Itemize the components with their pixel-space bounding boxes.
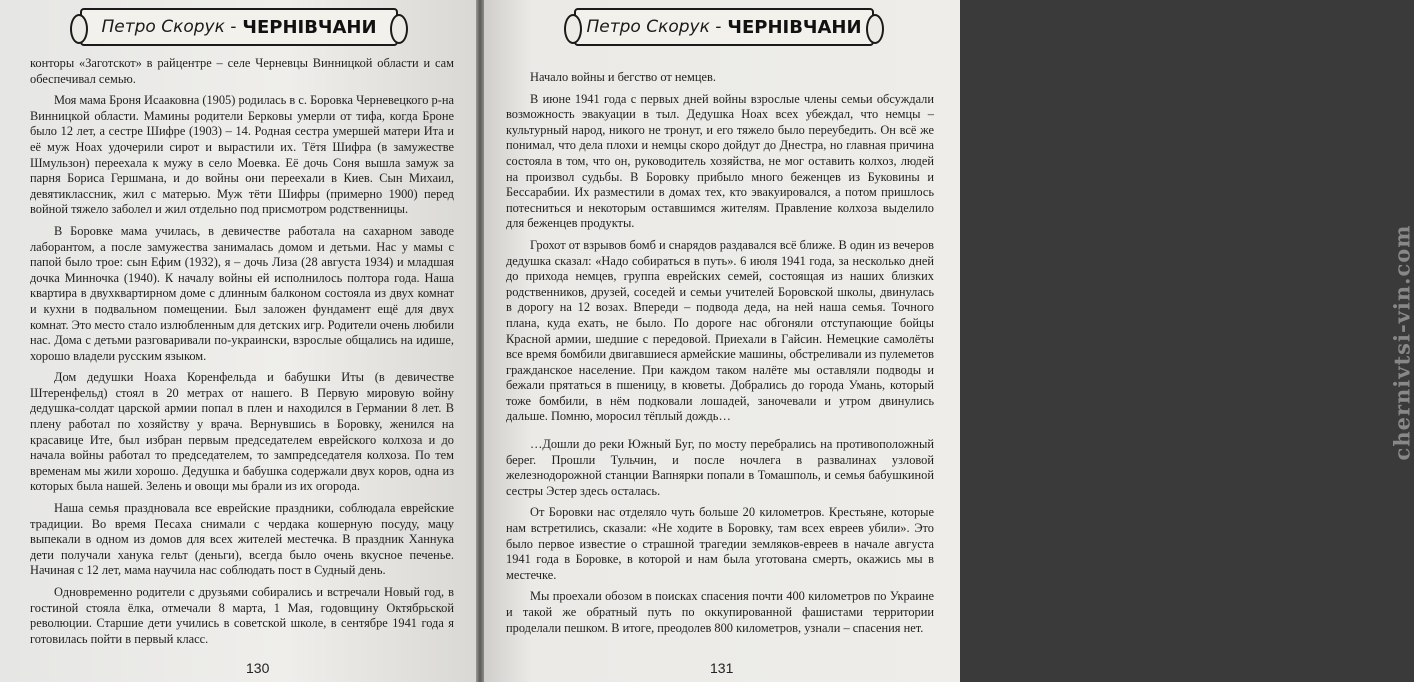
header-title: ЧЕРНІВЧАНИ xyxy=(727,16,862,38)
page-text xyxy=(30,56,454,653)
page-header-banner xyxy=(80,8,398,46)
paragraph: Наша семья праздновала все еврейские праздники, соблюдала еврейские традиции. Во время Песаха снимали с чердака кошерную посуду, мацу выпекали в одном из домов для всех жителей местечка. В праздник Ханнука дети получали ханука гельт (деньги), всегда было очень вкусное печенье. Начиная с 12 лет, мама научила нас соблюдать пост в Судный день. xyxy=(30,501,454,578)
book-spine xyxy=(476,0,484,682)
header-author: Петро Скорук - xyxy=(586,17,722,37)
header-author: Петро Скорук - xyxy=(101,17,237,37)
header-title: ЧЕРНІВЧАНИ xyxy=(242,16,377,38)
page-header-banner xyxy=(574,8,874,46)
paragraph: Грохот от взрывов бомб и снарядов раздавался всё ближе. В один из вечеров дедушка сказал: «Надо собираться в путь». 6 июля 1941 года, за несколько дней до прихода немцев, группа еврейских семей, состоящая из наших близких родственников, друзей, соседей и семьи учителей Боровской школы, двинулась в дорогу на 12 возах. Впереди – подвода деда, на ней наша семья. Точного плана, куда ехать, не было. По дороге нас обгоняли отступающие бойцы Красной армии, шедшие с передовой. Приехали в Гайсин. Немецкие самолёты все время бомбили двигавшиеся армейские машины, обстреливали из пулеметов гражданское население. При каждом таком налёте мы оставляли подводы и бежали прятаться в пшеницу, в кюветы. Добрались до города Умань, который тоже бомбили, в нём подковали лошадей, заночевали и утром двинулись дальше. Помню, моросил тёплый дождь… xyxy=(506,237,934,424)
paragraph: конторы «Заготскот» в райцентре – селе Черневцы Винницкой области и сам обеспечивал семью. xyxy=(30,56,454,86)
paragraph: От Боровки нас отделяло чуть больше 20 километров. Крестьяне, которые нам встретились, сказали: «Не ходите в Боровку, там всех евреев убили». Это было первое известие о страшной трагедии земляков-евреев в начале августа 1941 года в Боровке, в которой и нам была уготована смерть, окажись мы в местечке. xyxy=(506,505,934,582)
paragraph: В Боровке мама училась, в девичестве работала на сахарном заводе лаборантом, а после замужества занималась домом и детьми. Нас у мамы с папой было трое: сын Ефим (1932), я – дочь Лиза (28 августа 1934) и младшая дочка Минночка (1940). К началу войны ей исполнилось полтора года. Наша квартира в двухквартирном доме с длинным балконом состояла из двух комнат и кухни в подвальном помещении. Был заложен фундамент ещё для двух комнат. Это место стало излюбленным для детских игр. Родители очень любили нас. Дома с детьми разговаривали по-украински, взрослые общались на идише, хорошо владели русским языком. xyxy=(30,223,454,363)
left-page xyxy=(0,0,476,682)
paragraph: Моя мама Броня Исааковна (1905) родилась в с. Боровка Черневецкого р-на Винницкой области. Мамины родители Берковы умерли от тифа, когда Броне было 12 лет, а сестре Шифре (1903) – 14. Родная сестра умершей матери Ита и её муж Ноах удочерили сирот и вырастили их. Тётя Шифра (в замужестве Шмульзон) переехала к мужу в село Моевка. Её дочь Соня вышла замуж за парня Бориса Гершмана, и до войны они переехали в Киев. Сын Михаил, девятиклассник, жил с матерью. Муж тёти Шифры (примерно 1900) перед войной тяжело заболел и жил отдельно под присмотром родственницы. xyxy=(30,93,454,217)
page-text xyxy=(506,70,934,642)
right-page xyxy=(484,0,1414,682)
section-heading: Начало войны и бегство от немцев. xyxy=(530,70,716,84)
paragraph: В июне 1941 года с первых дней войны взрослые члены семьи обсуждали возможность эвакуации в тыл. Дедушка Ноах всех убеждал, что немцы – культурный народ, никого не тронут, и его тяжело было переубедить. Он всё же понимал, что дела плохи и немцы скоро дойдут до Днестра, но главная причина состояла в том, что он, руководитель хозяйства, не мог оставить колхоз, людей на произвол судьбы. В Боровку прибыло много беженцев из Буковины и Бессарабии. Их разместили в домах тех, кто эвакуировался, а потом пришлось потесниться и некоторым оставшимся жителям. Правление колхоза выделило для беженцев продукты. xyxy=(506,91,934,231)
paragraph: Мы проехали обозом в поисках спасения почти 400 километров по Украине и такой же обратный путь по оккупированной фашистами территории проделали пешком. В итоге, преодолев 800 километров, узнали – спасения нет. xyxy=(506,589,934,635)
page-number: 131 xyxy=(710,660,734,676)
paragraph: …Дошли до реки Южный Буг, по мосту перебрались на противоположный берег. Прошли Тульчин, и после ночлега в развалинах узловой железнодорожной станции Вапнярки попали в Томашполь, и семья бабушкиной сестры Эстер здесь осталась. xyxy=(506,437,934,498)
page-number: 130 xyxy=(246,660,270,676)
paragraph: Одновременно родители с друзьями собирались и встречали Новый год, в гостиной стояла ёлка, отмечали 8 марта, 1 Мая, годовщину Октябрьской революции. Старшие дети учились в советской школе, в сентябре 1941 года я готовилась пойти в первый класс. xyxy=(30,585,454,646)
watermark: chernivtsi-vin.com xyxy=(1389,224,1414,461)
paragraph: Дом дедушки Ноаха Коренфельда и бабушки Иты (в девичестве Штеренфельд) стоял в 20 метрах от нашего. В Первую мировую войну дедушка-солдат царской армии попал в плен и находился в Германии 8 лет. В плену работал по хозяйству у врача. Вернувшись в Боровку, женился на красавице Ите, был избран первым председателем еврейского колхоза и до начала войны работал то председателем, то зампредседателя колхоза. По тем временам мы жили хорошо. Дедушка и бабушка содержали двух коров, одна из которых была нашей. Зелень и овощи мы брали из их огорода. xyxy=(30,370,454,494)
